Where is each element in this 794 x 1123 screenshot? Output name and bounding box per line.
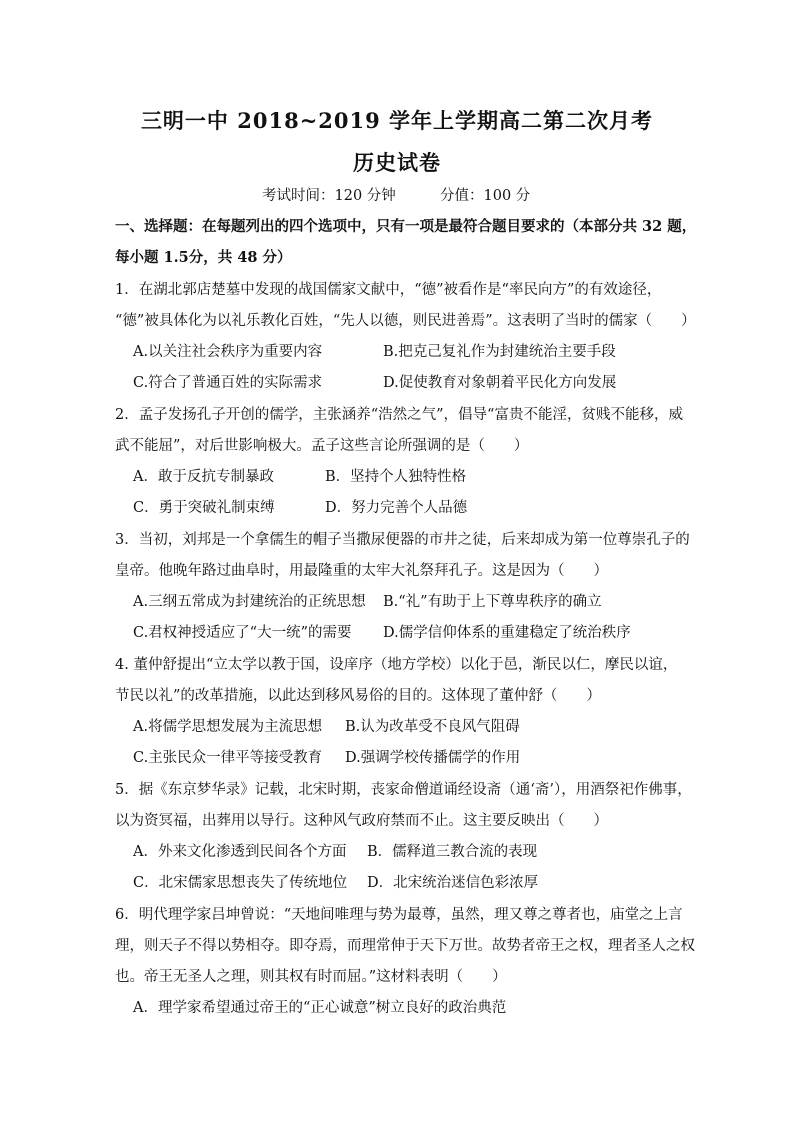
question-6-option-a: A．理学家希望通过帝王的“正心诚意”树立良好的政治典范 <box>133 1000 507 1016</box>
exam-score: 分值：100 分 <box>440 188 531 204</box>
question-2-option-a: A．敢于反抗专制暴政 <box>133 469 274 485</box>
question-5-option-a: A．外来文化渗透到民间各个方面 <box>133 844 347 860</box>
exam-time: 考试时间：120 分钟 <box>262 188 396 204</box>
question-2-line-1: 2．孟子发扬孔子开创的儒学，主张涵养“浩然之气”，倡导“富贵不能淫，贫贱不能移，威 <box>115 407 683 423</box>
question-3-option-b: B.“礼”有助于上下尊卑秩序的确立 <box>383 594 602 610</box>
question-2-line-2: 武不能屈”，对后世影响极大。孟子这些言论所强调的是（ ） <box>115 438 529 454</box>
question-6-line-3: 也。帝王无圣人之理，则其权有时而屈。”这材料表明（ ） <box>115 969 507 985</box>
question-5-line-1: 5．据《东京梦华录》记载，北宋时期，丧家命僧道诵经设斋（通‘斋’），用酒祭祀作佛事， <box>115 782 692 798</box>
question-3-line-1: 3．当初，刘邦是一个拿儒生的帽子当撒尿便器的市井之徒，后来却成为第一位尊崇孔子的 <box>115 532 690 548</box>
question-4-option-b: B.认为改革受不良风气阻碍 <box>345 719 520 735</box>
question-2-option-d: D．努力完善个人品德 <box>325 500 468 516</box>
exam-subtitle: 历史试卷 <box>353 150 441 175</box>
question-5-option-b: B．儒释道三教合流的表现 <box>367 844 538 860</box>
question-4-line-2: 节民以礼”的改革措施，以此达到移风易俗的目的。这体现了董仲舒（ ） <box>115 688 601 704</box>
exam-title: 三明一中 2018~2019 学年上学期高二第二次月考 <box>140 108 654 133</box>
question-4-option-a: A.将儒学思想发展为主流思想 <box>133 719 323 735</box>
question-3-option-a: A.三纲五常成为封建统治的正统思想 <box>133 594 366 610</box>
question-1-line-1: 1．在湖北郭店楚墓中发现的战国儒家文献中，“德”被看作是“率民向方”的有效途径， <box>115 282 662 298</box>
question-4-option-d: D.强调学校传播儒学的作用 <box>345 750 521 766</box>
question-4-option-c: C.主张民众一律平等接受教育 <box>133 750 323 766</box>
question-6-line-1: 6．明代理学家吕坤曾说：“天地间唯理与势为最尊，虽然，理又尊之尊者也，庙堂之上言 <box>115 907 683 923</box>
question-2-option-c: C．勇于突破礼制束缚 <box>133 500 275 516</box>
question-5-option-d: D．北宋统治迷信色彩浓厚 <box>367 875 539 891</box>
question-3-option-d: D.儒学信仰体系的重建稳定了统治秩序 <box>383 625 631 641</box>
question-3-line-2: 皇帝。他晚年路过曲阜时，用最隆重的太牢大礼祭拜孔子。这是因为（ ） <box>115 563 608 579</box>
question-6-line-2: 理，则天子不得以势相夺。即夺焉，而理常伸于天下万世。故势者帝王之权，理者圣人之权 <box>115 938 695 954</box>
question-1-option-d: D.促使教育对象朝着平民化方向发展 <box>383 375 617 391</box>
question-3-option-c: C.君权神授适应了“大一统”的需要 <box>133 625 352 641</box>
question-5-line-2: 以为资冥福，出葬用以导行。这种风气政府禁而不止。这主要反映出（ ） <box>115 813 608 829</box>
question-2-option-b: B．坚持个人独特性格 <box>325 469 467 485</box>
question-1-line-2: “德”被具体化为以礼乐教化百姓，“先人以德，则民进善焉”。这表明了当时的儒家（ ） <box>115 313 696 329</box>
section-heading-line1: 一、选择题：在每题列出的四个选项中，只有一项是最符合题目要求的（本部分共 32 题， <box>115 218 697 235</box>
question-1-option-c: C.符合了普通百姓的实际需求 <box>133 375 323 391</box>
question-1-option-a: A.以关注社会秩序为重要内容 <box>133 344 323 360</box>
question-5-option-c: C．北宋儒家思想丧失了传统地位 <box>133 875 348 891</box>
question-1-option-b: B.把克己复礼作为封建统治主要手段 <box>383 344 616 360</box>
section-heading-line2: 每小题 1.5分，共 48 分） <box>115 249 292 266</box>
question-4-line-1: 4. 董仲舒提出“立太学以教于国，设庠序（地方学校）以化于邑，渐民以仁，摩民以谊， <box>115 657 678 673</box>
